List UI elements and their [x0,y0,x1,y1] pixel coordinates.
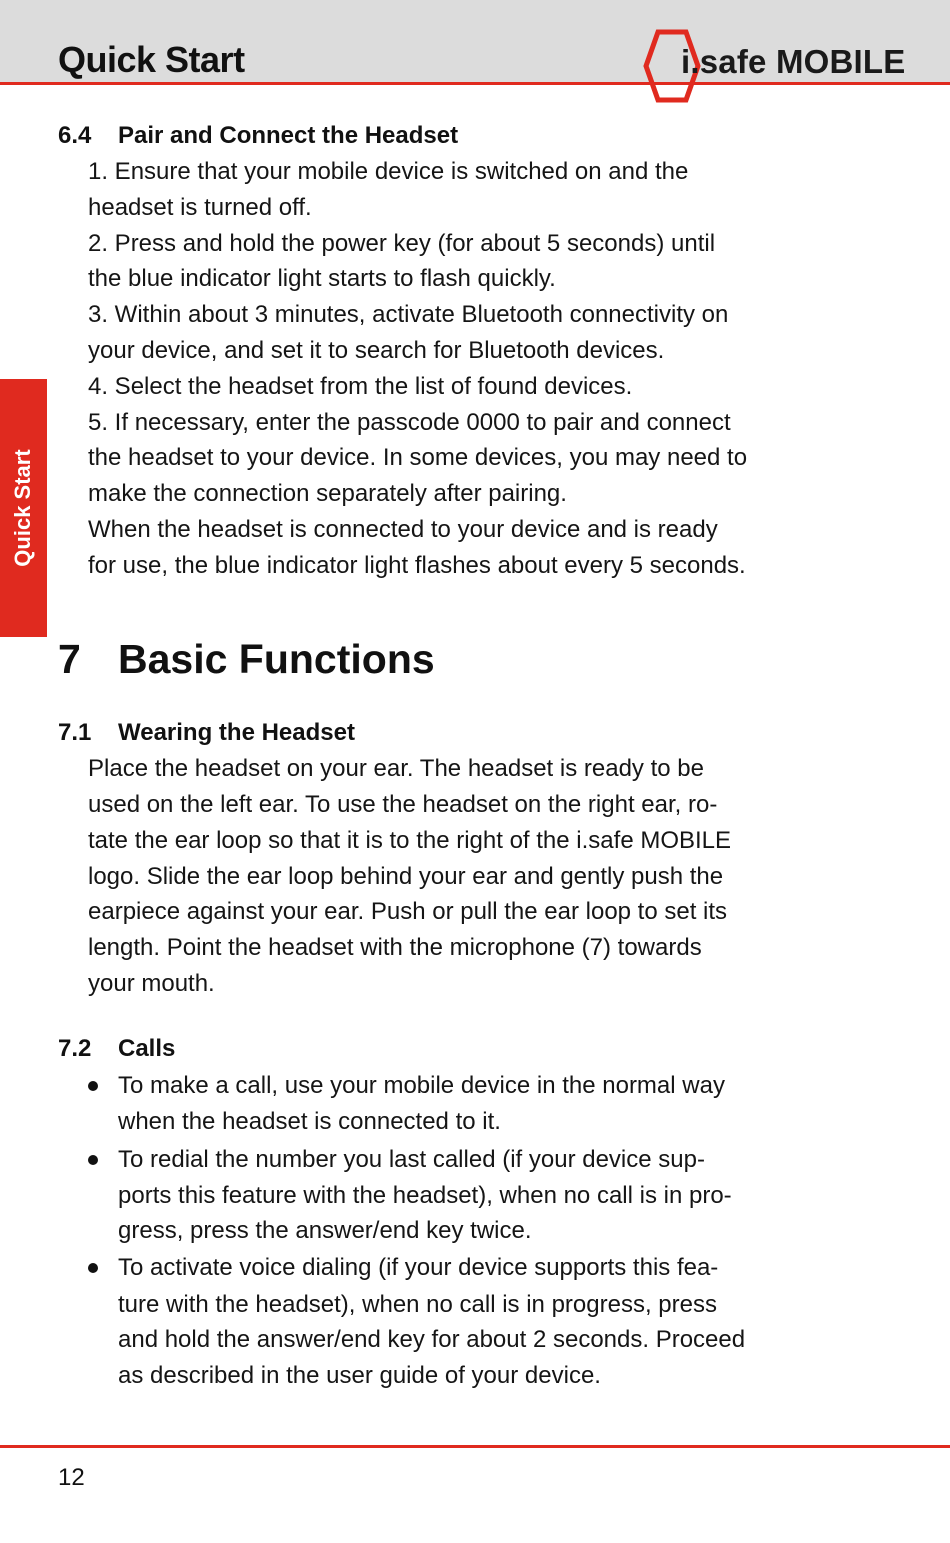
list-item-line: when the headset is connected to it. [118,1108,501,1135]
footer-rule [0,1445,950,1448]
text-line: Place the headset on your ear. The headset is ready to be [88,755,704,782]
list-item-line: gress, press the answer/end key twice. [118,1217,532,1244]
list-item-line: ture with the headset), when no call is in progress, press [118,1291,717,1318]
text-line: 3. Within about 3 minutes, activate Bluetooth connectivity on [88,301,729,328]
text-line: length. Point the headset with the microphone (7) towards [88,934,702,961]
section-title: Pair and Connect the Headset [118,122,459,149]
bullet-icon [88,1081,98,1091]
side-tab-label: Quick Start [10,449,35,567]
header-title: Quick Start [58,39,245,80]
logo-text: i.safe MOBILE [681,43,906,80]
section-title: Wearing the Headset [118,719,355,746]
chapter-number: 7 [58,636,81,682]
section-number: 7.1 [58,719,92,746]
text-line: used on the left ear. To use the headset on the right ear, ro- [88,791,718,818]
text-line: 1. Ensure that your mobile device is switched on and the [88,158,689,185]
text-line: make the connection separately after pairing. [88,480,567,507]
text-line: logo. Slide the ear loop behind your ear and gently push the [88,863,724,890]
chapter-heading-7 [58,634,435,684]
bullet-icon [88,1155,98,1165]
section-title: Calls [118,1035,176,1062]
text-line: headset is turned off. [88,194,312,221]
list-item-line: as described in the user guide of your device. [118,1362,601,1389]
text-line: 4. Select the headset from the list of found devices. [88,373,633,400]
text-line: When the headset is connected to your device and is ready [88,516,718,543]
section-number: 6.4 [58,122,92,149]
page-number: 12 [58,1464,85,1491]
text-line: your mouth. [88,970,215,997]
section-heading-7-1 [58,718,355,748]
list-item-line: and hold the answer/end key for about 2 seconds. Proceed [118,1326,746,1353]
text-line: your device, and set it to search for Bluetooth devices. [88,337,665,364]
list-item-line: To activate voice dialing (if your device supports this fea- [118,1254,719,1281]
text-line: earpiece against your ear. Push or pull the ear loop to set its [88,898,728,925]
section-heading-6-4 [58,121,458,151]
text-line: tate the ear loop so that it is to the right of the i.safe MOBILE [88,827,732,854]
section-number: 7.2 [58,1035,92,1062]
list-item-line: To make a call, use your mobile device in the normal way [118,1072,725,1099]
bullet-icon [88,1263,98,1273]
section-heading-7-2 [58,1034,175,1064]
text-line: 2. Press and hold the power key (for about 5 seconds) until [88,230,716,257]
text-line: the headset to your device. In some devices, you may need to [88,444,748,471]
list-item-line: To redial the number you last called (if your device sup- [118,1146,705,1173]
text-line: for use, the blue indicator light flashes about every 5 seconds. [88,552,746,579]
text-line: 5. If necessary, enter the passcode 0000 to pair and connect [88,409,731,436]
chapter-title: Basic Functions [118,636,435,682]
list-item-line: ports this feature with the headset), when no call is in pro- [118,1182,732,1209]
text-line: the blue indicator light starts to flash quickly. [88,265,556,292]
